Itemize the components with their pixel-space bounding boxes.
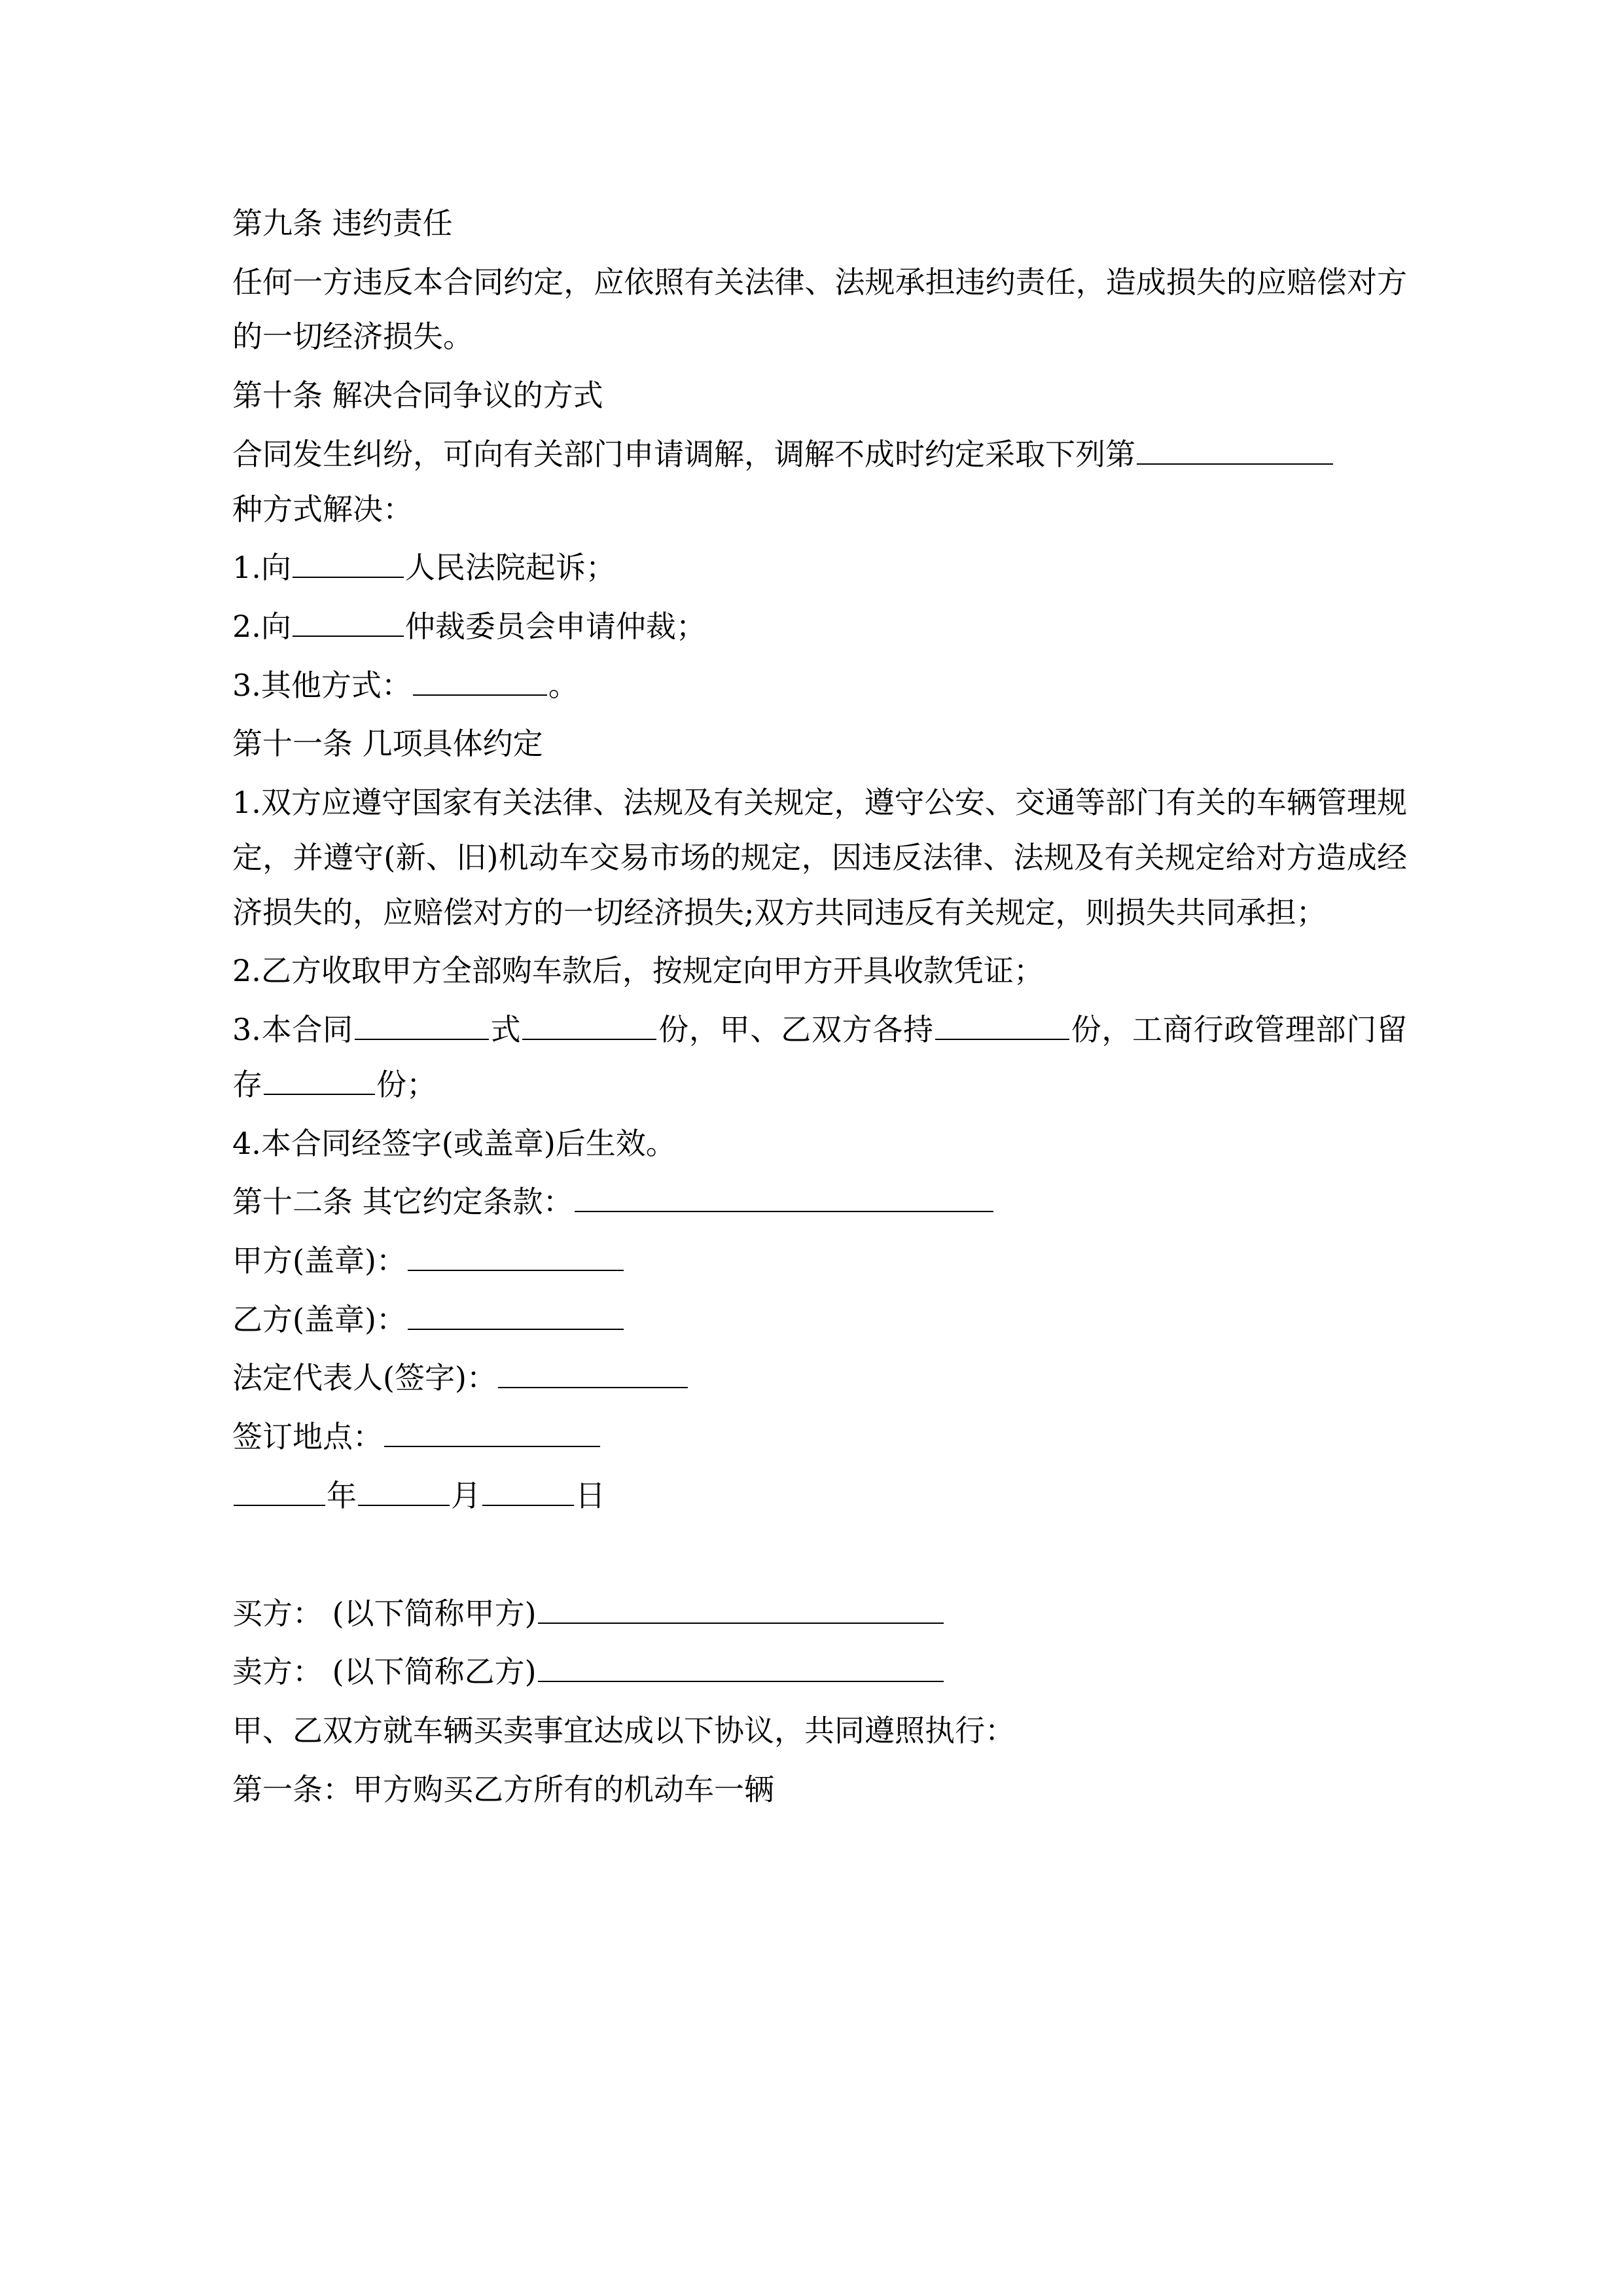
date-month-label: 月	[451, 1477, 481, 1513]
buyer-line	[232, 1587, 1407, 1641]
party-a-seal-blank[interactable]	[408, 1238, 624, 1271]
article-11-item-3	[232, 1003, 1407, 1112]
date-day-label: 日	[575, 1477, 605, 1513]
article-11-item-1: 1.双方应遵守国家有关法律、法规及有关规定，遵守公安、交通等部门有关的车辆管理规定，并遵守(新、旧)机动车交易市场的规定，因违反法律、法规及有关规定给对方造成经济损失的，应赔偿对方的一切经济损失;双方共同违反有关规定，则损失共同承担；	[232, 785, 1407, 930]
article-10-body-part2: 种方式解决：	[232, 491, 413, 527]
article-10-item-3-prefix: 3.其他方式：	[232, 667, 412, 703]
seller-line	[232, 1645, 1407, 1700]
article-10-item-2	[232, 600, 1407, 655]
heading-article-11: 第十一条 几项具体约定	[232, 726, 543, 762]
heading-article-10: 第十条 解决合同争议的方式	[232, 378, 603, 414]
agreement-intro: 甲、乙双方就车辆买卖事宜达成以下协议，共同遵照执行：	[232, 1712, 1015, 1748]
arbitration-commission-blank[interactable]	[293, 604, 404, 637]
article-11-item-2: 2.乙方收取甲方全部购车款后，按规定向甲方开具收款凭证；	[232, 953, 1044, 989]
legal-rep-signature-blank[interactable]	[498, 1355, 688, 1388]
party-b-seal-blank[interactable]	[408, 1297, 624, 1329]
signature-date	[232, 1469, 1407, 1524]
signature-place-label: 签订地点：	[232, 1419, 383, 1455]
buyer-name-blank[interactable]	[538, 1590, 944, 1623]
article-11-item-3-part4: 份，工商行政管理部门留存	[232, 1012, 1408, 1102]
seller-line-label: 卖方： (以下简称乙方)	[232, 1654, 537, 1690]
other-terms-blank[interactable]	[575, 1179, 993, 1212]
signing-place-blank[interactable]	[384, 1414, 600, 1447]
article-10-item-3	[232, 658, 1407, 713]
signature-legal-rep	[232, 1351, 1407, 1406]
signature-place	[232, 1410, 1407, 1465]
signature-legal-rep-label: 法定代表人(签字)：	[232, 1360, 497, 1396]
heading-article-12-label: 第十二条 其它约定条款：	[232, 1184, 573, 1220]
article-11-item-4: 4.本合同经签字(或盖章)后生效。	[232, 1125, 676, 1161]
signature-party-b	[232, 1293, 1407, 1348]
article-11-item-3-part3: 份，甲、乙双方各持	[658, 1012, 934, 1048]
buyer-line-label: 买方： (以下简称甲方)	[232, 1595, 537, 1631]
heading-article-1: 第一条：甲方购买乙方所有的机动车一辆	[232, 1771, 774, 1807]
bureau-copies-blank[interactable]	[264, 1062, 375, 1094]
copies-count-blank[interactable]	[522, 1007, 656, 1040]
article-10-item-1-prefix: 1.向	[232, 550, 291, 586]
article-10-item-1	[232, 541, 1407, 596]
other-method-blank[interactable]	[413, 662, 547, 695]
signature-party-b-label: 乙方(盖章)：	[232, 1301, 406, 1337]
signature-party-a	[232, 1234, 1407, 1289]
document-body	[232, 196, 1407, 1817]
heading-article-12	[232, 1175, 1407, 1230]
section-spacer	[232, 1528, 1407, 1587]
article-11-item-3-part1: 3.本合同	[232, 1012, 353, 1048]
month-blank[interactable]	[358, 1473, 450, 1506]
article-10-body	[232, 427, 1407, 537]
article-10-body-part1: 合同发生纠纷，可向有关部门申请调解，调解不成时约定采取下列第	[232, 436, 1135, 472]
year-blank[interactable]	[234, 1473, 325, 1506]
date-year-label: 年	[327, 1477, 357, 1513]
heading-article-9: 第九条 违约责任	[232, 206, 453, 241]
article-10-item-3-suffix: 。	[548, 667, 579, 703]
each-party-copies-blank[interactable]	[935, 1007, 1069, 1040]
article-10-item-2-suffix: 仲裁委员会申请仲裁；	[404, 609, 706, 645]
article-11-item-3-part5: 份；	[376, 1066, 437, 1102]
court-name-blank[interactable]	[293, 545, 404, 578]
copies-type-blank[interactable]	[355, 1007, 489, 1040]
article-11-item-3-part2: 式	[490, 1012, 522, 1048]
seller-name-blank[interactable]	[538, 1649, 944, 1682]
day-blank[interactable]	[482, 1473, 574, 1506]
article-10-item-1-suffix: 人民法院起诉；	[404, 550, 616, 586]
article-10-item-2-prefix: 2.向	[232, 609, 291, 645]
article-10-method-blank[interactable]	[1137, 432, 1333, 465]
signature-party-a-label: 甲方(盖章)：	[232, 1242, 406, 1278]
article-9-body: 任何一方违反本合同约定，应依照有关法律、法规承担违约责任，造成损失的应赔偿对方的一切经济损失。	[232, 264, 1407, 355]
